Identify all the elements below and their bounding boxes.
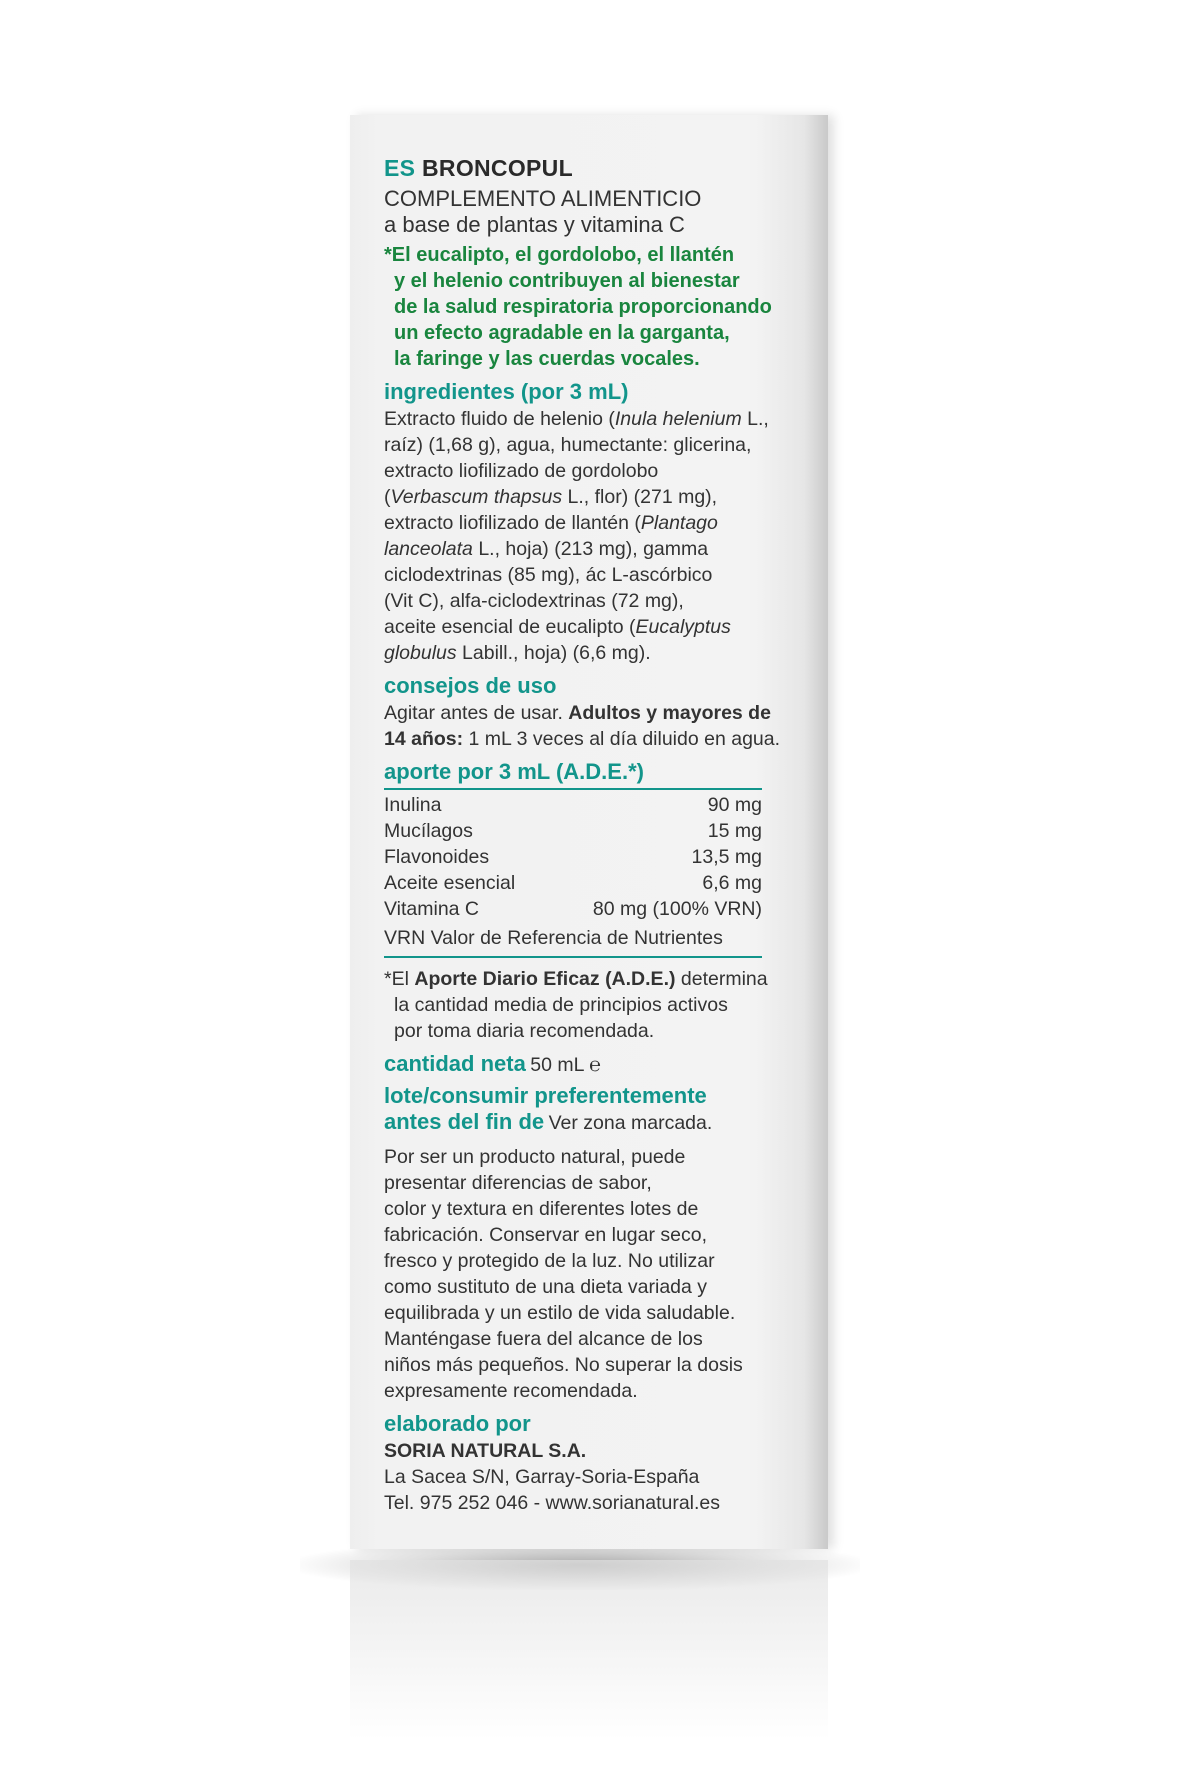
- claim-line: de la salud respiratoria proporcionando: [394, 296, 772, 318]
- text: Extracto fluido de helenio (: [384, 408, 615, 430]
- ingredients-line: [384, 536, 804, 562]
- ingredients-line: [384, 588, 804, 614]
- text: L., flor) (271 mg),: [562, 486, 718, 508]
- storage-line: fabricación. Conservar en lugar seco,: [384, 1224, 707, 1246]
- text: aceite esencial de eucalipto (: [384, 616, 636, 638]
- claim-line: la faringe y las cuerdas vocales.: [394, 348, 700, 370]
- ingredients-line: [384, 510, 804, 536]
- storage-line: niños más pequeños. No superar la dosis: [384, 1354, 743, 1376]
- claim-line: un efecto agradable en la garganta,: [394, 322, 730, 344]
- text: raíz) (1,68 g), agua, humectante: glicerina,: [384, 434, 752, 456]
- row-name: Flavonoides: [384, 846, 490, 868]
- storage-line: como sustituto de una dieta variada y: [384, 1276, 708, 1298]
- ingredients-line: [384, 458, 804, 484]
- lot-label-line-2: antes del fin de: [384, 1109, 545, 1134]
- storage-line: Por ser un producto natural, puede: [384, 1146, 686, 1168]
- storage-line: presentar diferencias de sabor,: [384, 1172, 652, 1194]
- text: extracto liofilizado de llantén (: [384, 512, 641, 534]
- manufacturer-contact: Tel. 975 252 046 - www.sorianatural.es: [384, 1492, 721, 1514]
- contribution-heading: aporte por 3 mL (A.D.E.*): [384, 759, 644, 784]
- row-value: 80 mg (100% VRN): [592, 898, 762, 920]
- net-quantity-label: cantidad neta: [384, 1051, 526, 1076]
- latin-name: Inula helenium: [614, 408, 742, 430]
- storage-text: [384, 1144, 804, 1404]
- ingredients-line: [384, 406, 804, 432]
- subtitle-line-1: COMPLEMENTO ALIMENTICIO: [384, 186, 702, 211]
- table-row: [384, 896, 762, 922]
- text: por toma diaria recomendada.: [394, 1020, 655, 1042]
- lot-label-line-1: lote/consumir preferentemente: [384, 1083, 707, 1108]
- ingredients-line: [384, 484, 804, 510]
- table-row: [384, 818, 762, 844]
- manufacturer-heading: elaborado por: [384, 1411, 531, 1436]
- bold-text: Adultos y mayores de: [568, 702, 771, 724]
- row-name: Inulina: [384, 794, 442, 816]
- latin-name: Plantago: [640, 512, 718, 534]
- bold-text: 14 años:: [384, 728, 464, 750]
- text: L., hoja) (213 mg), gamma: [472, 538, 709, 560]
- row-name: Aceite esencial: [384, 872, 516, 894]
- ade-note: [384, 966, 804, 1044]
- latin-name: globulus: [384, 642, 457, 664]
- product-name: BRONCOPUL: [422, 155, 573, 181]
- storage-line: Manténgase fuera del alcance de los: [384, 1328, 703, 1350]
- text: determina: [675, 968, 768, 990]
- text: extracto liofilizado de gordolobo: [384, 460, 659, 482]
- text: L.,: [741, 408, 769, 430]
- text: (: [384, 486, 391, 508]
- manufacturer-info: [384, 1438, 804, 1516]
- manufacturer-address: La Sacea S/N, Garray-Soria-España: [384, 1466, 700, 1488]
- lot-value: Ver zona marcada.: [548, 1112, 713, 1134]
- lot-info: [384, 1083, 804, 1138]
- subtitle-line-2: a base de plantas y vitamina C: [384, 212, 685, 237]
- text: Labill., hoja) (6,6 mg).: [456, 642, 651, 664]
- net-quantity-value: 50 mL ℮: [530, 1054, 601, 1076]
- text: Agitar antes de usar.: [384, 702, 569, 724]
- ingredients-heading: ingredientes (por 3 mL): [384, 379, 629, 404]
- row-value: 6,6 mg: [702, 872, 762, 894]
- row-name: Vitamina C: [384, 898, 480, 920]
- ingredients-line: [384, 640, 804, 666]
- box-reflection: [350, 1560, 828, 1740]
- storage-line: equilibrada y un estilo de vida saludable.: [384, 1302, 736, 1324]
- manufacturer-name: SORIA NATURAL S.A.: [384, 1440, 587, 1462]
- label-content: [384, 155, 804, 1516]
- latin-name: Verbascum thapsus: [390, 486, 563, 508]
- row-value: 90 mg: [707, 794, 762, 816]
- bold-text: Aporte Diario Eficaz (A.D.E.): [414, 968, 676, 990]
- claim-line: *El eucalipto, el gordolobo, el llantén: [384, 244, 735, 266]
- text: (Vit C), alfa-ciclodextrinas (72 mg),: [384, 590, 684, 612]
- ingredients-line: [384, 562, 804, 588]
- storage-line: expresamente recomendada.: [384, 1380, 638, 1402]
- row-value: 13,5 mg: [691, 846, 762, 868]
- usage-heading: consejos de uso: [384, 673, 557, 698]
- text: ciclodextrinas (85 mg), ác L-ascórbico: [384, 564, 713, 586]
- row-value: 15 mg: [707, 820, 762, 842]
- contribution-table: [384, 788, 762, 958]
- table-row: [384, 792, 762, 818]
- table-row: [384, 844, 762, 870]
- text: *El: [384, 968, 415, 990]
- table-row: [384, 870, 762, 896]
- storage-line: color y textura en diferentes lotes de: [384, 1198, 699, 1220]
- ingredients-line: [384, 614, 804, 640]
- net-quantity: [384, 1050, 804, 1081]
- storage-line: fresco y protegido de la luz. No utilizar: [384, 1250, 715, 1272]
- ingredients-text: [384, 406, 804, 666]
- vrn-note: VRN Valor de Referencia de Nutrientes: [384, 927, 723, 949]
- ingredients-line: [384, 432, 804, 458]
- usage-text: [384, 700, 804, 752]
- row-name: Mucílagos: [384, 820, 473, 842]
- text: 1 mL 3 veces al día diluido en agua.: [463, 728, 781, 750]
- language-code: ES: [384, 155, 416, 181]
- text: la cantidad media de principios activos: [394, 994, 728, 1016]
- claim-line: y el helenio contribuyen al bienestar: [394, 270, 740, 292]
- latin-name: Eucalyptus: [635, 616, 731, 638]
- latin-name: lanceolata: [384, 538, 473, 560]
- health-claim: [384, 242, 804, 372]
- product-title: [384, 155, 804, 182]
